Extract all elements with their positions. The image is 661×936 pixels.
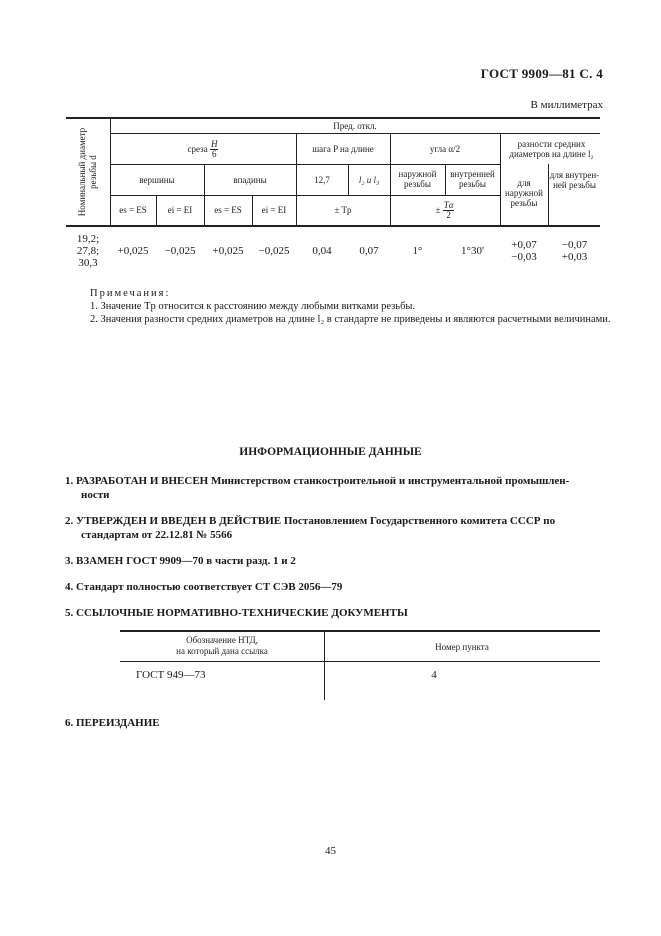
page-header-title: ГОСТ 9909—81 С. 4 — [480, 66, 603, 81]
cell-ei2: −0,025 — [258, 245, 290, 257]
plus-minus: ± — [435, 205, 441, 215]
info-item-4: 4. Стандарт полностью соответствует СТ СЭВ 2056—79 — [65, 581, 343, 593]
header-ei1: ei = EI — [167, 205, 193, 215]
cell-ei1: −0,025 — [164, 245, 196, 257]
ref-cell-gost: ГОСТ 949—73 — [136, 669, 206, 681]
cell-pitch-127: 0,04 — [312, 245, 332, 257]
header-pred-otkl: Пред. откл. — [333, 121, 377, 131]
header-roots: впадины — [233, 175, 267, 185]
header-external: наружной резьбы — [398, 169, 437, 189]
header-ei2: ei = EI — [261, 205, 287, 215]
header-angle: угла α/2 — [429, 144, 461, 154]
cell-diff-ext-lower: −0,03 — [511, 251, 537, 263]
info-item-3: 3. ВЗАМЕН ГОСТ 9909—70 в части разд. 1 и 2 — [65, 555, 296, 567]
cell-diff-ext — [500, 239, 548, 263]
info-item-1 — [65, 474, 605, 502]
row-header-text: Номинальный диаметр резьбы d — [77, 127, 98, 217]
cell-angle-int: 1°30' — [461, 245, 484, 257]
info-item-2-line-1: 2. УТВЕРЖДЕН И ВВЕДЕН В ДЕЙСТВИЕ Постановлением Государственного комитета СССР по — [65, 515, 556, 527]
header-internal: внутренней резьбы — [450, 169, 495, 189]
cell-angle-ext: 1° — [412, 245, 423, 257]
cell-diameter: 19,2; 27,8; 30,3 — [76, 233, 100, 269]
row-header-nominal-diameter — [68, 118, 108, 226]
info-item-6: 6. ПЕРЕИЗДАНИЕ — [65, 717, 160, 729]
header-for-internal: для внутрен-ней резьбы — [549, 170, 600, 190]
frac-den: 6 — [211, 149, 217, 160]
t-alpha-fraction — [443, 201, 455, 220]
header-es1: es = ES — [119, 205, 147, 215]
header-tops: вершины — [139, 175, 175, 185]
cell-diff-int-lower: +0,03 — [561, 251, 588, 263]
page-number: 45 — [325, 845, 336, 857]
header-12-7: 12,7 — [314, 175, 330, 185]
header-cut-fraction — [210, 140, 219, 159]
header-cut-label: среза — [187, 144, 208, 154]
cell-diff-int-upper: −0,07 — [561, 239, 588, 251]
notes — [90, 287, 611, 326]
info-item-2 — [65, 514, 605, 542]
cell-diff-int — [549, 239, 600, 263]
frac-den: 2 — [446, 210, 451, 221]
ref-header-ntd — [120, 635, 324, 657]
header-pitch: шага P на длине — [312, 144, 374, 154]
header-pitch-diameter: разности средних диаметров на длине l₂ — [509, 139, 594, 159]
header-cut — [110, 138, 296, 160]
frac-num: Tα — [443, 200, 454, 211]
cell-diff-ext-upper: +0,07 — [511, 239, 537, 251]
header-es2: es = ES — [214, 205, 242, 215]
info-item-2-line-2: стандартам от 22.12.81 № 5566 — [81, 529, 233, 541]
header-for-external: для наружной резьбы — [505, 178, 543, 208]
info-title: ИНФОРМАЦИОННЫЕ ДАННЫЕ — [239, 446, 422, 458]
ref-header-ntd-line-2: на который дана ссылка — [176, 646, 268, 656]
header-l2-l3: l₂ и l₃ — [358, 175, 380, 185]
cell-pitch-l2l3: 0,07 — [359, 245, 379, 257]
notes-heading: Примечания: — [90, 288, 171, 299]
header-t-alpha — [390, 200, 500, 220]
note-2: 2. Значения разности средних диаметров на длине l₂ в стандарте не приведены и являются расчетными величинами. — [90, 314, 611, 325]
note-1: 1. Значение Tp относится к расстоянию между любыми витками резьбы. — [90, 301, 416, 312]
cell-es1: +0,025 — [117, 245, 149, 257]
ref-header-ntd-line-1: Обозначение НТД, — [186, 635, 258, 645]
info-item-1-line-2: ности — [81, 489, 110, 501]
cell-es2: +0,025 — [212, 245, 244, 257]
ref-header-item: Номер пункта — [435, 642, 489, 652]
header-tp: ± Tp — [334, 205, 352, 215]
ref-cell-number: 4 — [431, 669, 437, 681]
info-item-1-line-1: 1. РАЗРАБОТАН И ВНЕСЕН Министерством станкостроительной и инструментальной промышлен- — [65, 475, 570, 487]
info-item-5: 5. ССЫЛОЧНЫЕ НОРМАТИВНО-ТЕХНИЧЕСКИЕ ДОКУМЕНТЫ — [65, 607, 408, 619]
units-label: В миллиметрах — [530, 99, 603, 111]
frac-num: H — [210, 139, 218, 150]
